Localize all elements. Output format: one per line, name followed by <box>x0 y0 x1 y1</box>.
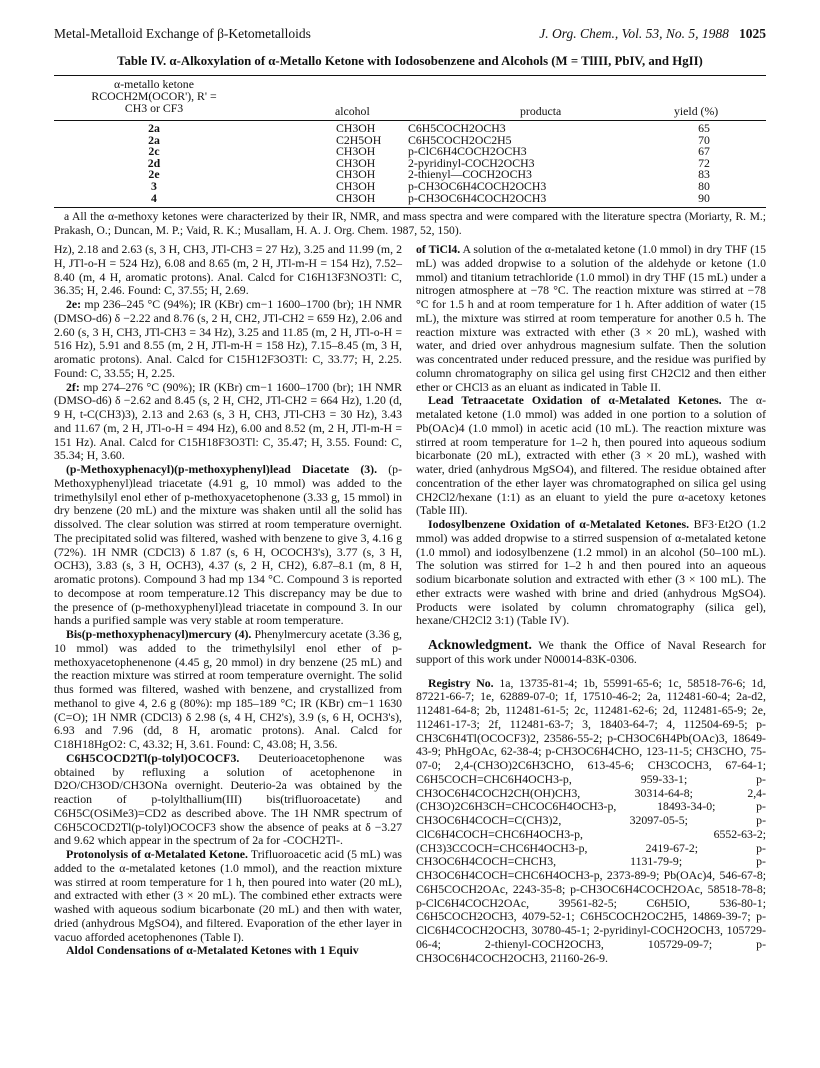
table-header <box>54 76 766 120</box>
header-ketone-line2: RCOCH2M(OCOR'), R' = <box>91 89 217 103</box>
cell-product: C6H5COCH2OCH3 <box>408 121 506 135</box>
acknowledgment <box>416 638 766 667</box>
paragraph-text: mp 274–276 °C (90%); IR (KBr) cm−1 1600–1700 (br); 1H NMR (DMSO-d6) δ −2.62 and 8.45 (s, 2 H, CH2, JTl-CH2 = 664 Hz), 1.20 (d, 9 H, t-C(CH3)3), 2.13 and 2.63 (s, 3 H, CH3, JTl-CH3 = 30 Hz), 3.43 and 11.67 (m, 2 H, JTl-o-H = 494 Hz), 6.00 and 8.52 (m, 2 H, JTl-m-H = 151 Hz). Anal. Calcd for C15H18F3O3Tl: C, 35.47; H, 3.55. Found: C, 35.34; H, 3.60. <box>54 379 402 463</box>
header-ketone-line3: CH3 or CF3 <box>124 101 184 115</box>
cell-product: p-ClC6H4COCH2OCH3 <box>408 144 527 159</box>
cell-yield: 90 <box>698 190 710 205</box>
cell-yield: 65 <box>698 121 710 135</box>
registry-numbers <box>416 677 766 966</box>
paragraph <box>54 298 402 381</box>
paragraph-text: A solution of the α-metalated ketone (1.0 mmol) in dry THF (15 mL) was added dropwise to a solution of the aldehyde or ketone (1.0 mmol) and titanium tetrachloride (1.0 mmol) in dry THF (15 mL) under a nitrogen atmosphere at −78 °C. The reaction mixture was stirred at −78 °C for 1.5 h and at room temperature for 1 h. After addition of water (15 mL), the mixture was stirred at room temperature for another 0.5 h. The reaction mixture was extracted with ether (3 × 20 mL), washed with water, and dried over anhydrous magnesium sulfate. Then the solution was concentrated under reduced pressure, and the residue was purified by column chromatography on silica gel using first CH2Cl2 and then either ether or CHCl3 as an eluant as indicated in Table II. <box>416 242 766 394</box>
page-number: 1025 <box>739 26 766 41</box>
paragraph-heading: of TiCl4. <box>416 242 461 256</box>
paragraph <box>416 243 766 394</box>
journal-citation <box>539 26 766 42</box>
table-caption: Table IV. α-Alkoxylation of α-Metallo Ketone with Iodosobenzene and Alcohols (M = TlIII, PbIV, and HgII) <box>117 54 703 68</box>
cell-ketone: 3 <box>151 178 157 193</box>
cell-alcohol: CH3OH <box>336 121 376 135</box>
cell-yield: 83 <box>698 167 710 182</box>
paragraph-text: 1a, 13735-81-4; 1b, 55991-65-6; 1c, 58518-76-6; 1d, 87221-66-7; 1e, 62889-07-0; 1f, 17510-46-2; 2a, 112481-60-4; 2a-d2, 112481-64-8; 2b, 112481-61-5; 2c, 112481-62-6; 2d, 112481-65-9; 2e, 112461-17-3; 2f, 112481-63-7; 3, 18403-64-7; 4, 112504-69-5; p-CH3C6H4Tl(OCOCF3)2, 23586-55-2; p-CH3OC6H4Pb(OAc)3, 18649-43-9; PhHgOAc, 62-38-4; p-CH3OC6H4CHO, 123-11-5; CH3CHO, 75-07-0; 2,4-(CH3O)2C6H3CHO, 613-45-6; CH3COCH3, 67-64-1; C6H5COCH=CHC6H4OCH3-p, 959-33-1; p-CH3OC6H4COCH2CH(OH)CH3, 30314-64-8; 2,4-(CH3O)2C6H3CH=CHCOC6H4OCH3-p, 18493-34-0; p-CH3OC6H4COCH=C(CH3)2, 32097-05-5; p-ClC6H4COCH=CHC6H4OCH3-p, 6552-63-2; (CH3)3CCOCH=CHC6H4OCH3-p, 2419-67-2; p-CH3OC6H4COCH=CHCH3, 1131-79-9; p-CH3OC6H4COCH=CHC6H4OCH3-p, 2373-89-9; Pb(OAc)4, 546-67-8; C6H5COCH2OAc, 2243-35-8; p-CH3OC6H4COCH2OAc, 58518-78-8; p-ClC6H4COCH2OAc, 39561-82-5; C6H5IO, 536-80-1; C6H5COCH2OCH3, 4079-52-1; C6H5COCH2OC2H5, 14869-39-7; p-ClC6H4COCH2OCH3, 30780-45-1; 2-pyridinyl-COCH2OCH3, 105729-06-4; 2-thienyl-COCH2OCH3, 105729-09-7; p-CH3OC6H4COCH2OCH3, 21160-26-9. <box>416 675 766 965</box>
header-product: producta <box>520 104 562 118</box>
paragraph-text: BF3·Et2O (1.2 mmol) was added dropwise to a stirred suspension of α-metalated ketone (1.0 mmol) and iodosylbenzene (1.2 mmol) in an alcohol (50–100 mL). The solution was stirred for 1–2 h and then poured into an aqueous sodium bicarbonate solution and extracted with ether (3 × 100 mL). The ether extracts were washed with brine and dried (anhydrous MgSO4). Products were isolated by column chromatography (silica gel), hexane/CH2Cl2 3:1) (Table IV). <box>416 517 766 628</box>
cell-alcohol: CH3OH <box>336 190 376 205</box>
running-header <box>54 26 766 44</box>
header-yield: yield (%) <box>674 104 719 118</box>
paragraph-heading: Registry No. <box>428 675 494 690</box>
paragraph-text: Hz), 2.18 and 2.63 (s, 3 H, CH3, JTl-CH3 = 27 Hz), 3.25 and 11.99 (m, 2 H, JTl-o-H = 524 Hz), 6.08 and 8.65 (m, 2 H, JTl-m-H = 154 Hz), 7.52–8.40 (m, 4 H, aromatic protons). Anal. Calcd for C16H13F3NO3Tl: C, 36.35; H, 2.46. Found: C, 37.55; H, 2.69. <box>54 242 402 298</box>
cell-ketone: 4 <box>151 190 157 205</box>
paragraph-heading: Iodosylbenzene Oxidation of α-Metalated Ketones. <box>428 517 690 531</box>
cell-yield: 80 <box>698 178 710 193</box>
paragraph-text: The α-metalated ketone (1.0 mmol) was added in one portion to a solution of Pb(OAc)4 (1.0 mmol) in acetic acid (10 mL). The reaction mixture was stirred at room temperature for 1–2 h, then poured into aqueous sodium bicarbonate (20 mL), extracted with ether (3 × 20 mL), washed with water, dried (anhydrous MgSO4), and filtered. The residue obtained after concentration of the ether layer was chromatographed on silica gel using CH2Cl2/hexane (1:1) as an eluant to yield the pure α-acetoxy ketones (Table III). <box>416 393 766 518</box>
header-ketone <box>54 78 254 114</box>
paragraph-text: mp 236–245 °C (94%); IR (KBr) cm−1 1600–1700 (br); 1H NMR (DMSO-d6) δ −2.22 and 8.76 (s, 2 H, CH2, JTl-CH2 = 659 Hz), 2.06 and 2.60 (s, 3 H, CH3, JTl-CH3 = 34 Hz), 3.25 and 11.85 (m, 2 H, JTl-o-H = 516 Hz), 5.91 and 8.55 (m, 2 H, JTl-m-H = 158 Hz), 7.15–8.45 (m, 3 H, aromatic protons). Anal. Calcd for C15H12F3O3Tl: C, 33.77; H, 2.25. Found: C, 33.55; H, 2.25. <box>54 297 402 380</box>
paragraph <box>416 518 766 628</box>
journal-name: J. Org. Chem., Vol. 53, No. 5, 1988 <box>539 26 729 41</box>
cell-yield: 72 <box>698 155 710 170</box>
paragraph-text: Deuterioacetophenone was obtained by refluxing a solution of acetophenone in D2O/CH3OD/CH3ONa overnight. Deuterio-2a was obtained by the reaction of p-tolylthallium(III) bis(trifluoroacetate) and C6H5C(OSiMe3)=CD2 as described above. The 1H NMR spectrum of C6H5COCD2Tl(p-tolyl)OCOCF3 show the absence of peaks at δ −3.27 and 9.62 which appear in the spectrum of 2a for -COCH2Tl-. <box>54 750 402 848</box>
paragraph <box>54 463 402 628</box>
paragraph <box>54 381 402 464</box>
table-rule-bottom <box>54 207 766 208</box>
paragraph-heading: 2f: <box>66 379 80 394</box>
paragraph <box>416 394 766 518</box>
paragraph-heading: Bis(p-methoxyphenacyl)mercury (4). <box>66 627 252 641</box>
cell-product: p-CH3OC6H4COCH2OCH3 <box>408 190 547 205</box>
header-alcohol: alcohol <box>335 104 370 118</box>
paragraph-heading: 2e: <box>66 297 82 311</box>
cell-product: 2-thienyl—COCH2OCH3 <box>408 167 532 182</box>
paragraph-heading: Aldol Condensations of α-Metalated Ketones with 1 Equiv <box>66 943 359 958</box>
paragraph-heading: C6H5COCD2Tl(p-tolyl)OCOCF3. <box>66 750 240 765</box>
table-iv <box>54 75 766 208</box>
cell-yield: 67 <box>698 144 710 159</box>
cell-product: p-CH3OC6H4COCH2OCH3 <box>408 178 547 193</box>
paragraph-heading: Acknowledgment. <box>428 637 532 652</box>
cell-alcohol: C2H5OH <box>336 132 382 147</box>
cell-yield: 70 <box>698 132 710 147</box>
cell-ketone: 2a <box>148 132 160 147</box>
cell-alcohol: CH3OH <box>336 167 376 182</box>
cell-alcohol: CH3OH <box>336 144 376 159</box>
table-footnote: a All the α-methoxy ketones were characterized by their IR, NMR, and mass spectra and were compared with the literature spectra (Moriarty, R. M.; Prakash, O.; Duncan, M. P.; Vaid, R. K.; Musallam, H. A. J. Org. Chem. 1987, 52, 150). <box>54 210 766 237</box>
right-column <box>416 243 766 965</box>
table-row <box>54 190 766 205</box>
paragraph-heading: (p-Methoxyphenacyl)(p-methoxyphenyl)lead Diacetate (3). <box>66 462 378 476</box>
left-column <box>54 243 402 958</box>
paragraph-text: Phenylmercury acetate (3.36 g, 10 mmol) was added to the trimethylsilyl enol ether of p-methoxyacetophenenone (4.45 g, 20 mmol) in dry benzene (25 mL) and the reaction mixture was stirred at room temperature overnight. The solid thus formed was filtered, washed with benzene, and crystallized from methanol to give 4, 2.6 g (80%): mp 185–189 °C; IR (KBr) cm−1 1630 (C=O); 1H NMR (CDCl3) δ 2.98 (s, 4 H, CH2's), 3.9 (s, 6 H, OCH3's), 6.93 and 7.96 (dd, 8 H, aromatic protons). Anal. Calcd for C18H18HgO2: C, 43.32; H, 3.61. Found: C, 43.08; H, 3.56. <box>54 627 403 751</box>
cell-ketone: 2e <box>148 167 160 182</box>
cell-alcohol: CH3OH <box>336 178 376 193</box>
cell-ketone: 2c <box>148 144 160 159</box>
paragraph-heading: Protonolysis of α-Metalated Ketone. <box>66 847 248 861</box>
paragraph-heading: Lead Tetraacetate Oxidation of α-Metalated Ketones. <box>428 393 722 408</box>
cell-product: C6H5COCH2OC2H5 <box>408 132 512 147</box>
header-ketone-line1: α-metallo ketone <box>114 77 194 91</box>
cell-alcohol: CH3OH <box>336 155 376 170</box>
paragraph <box>54 752 402 848</box>
table-body <box>54 121 766 207</box>
paragraph-text: (p-Methoxyphenyl)lead triacetate (4.91 g, 10 mmol) was added to the trimethylsilyl enol ether of p-methoxyacetophenone (3.33 g, 15 mmol) in dry benzene (20 mL) and the mixture was shaken until all the solid has dissolved. The clear solution was stirred at room temperature overnight. The precipitated solid was filtered, washed with benzene to give 3, 4.16 g (72%). 1H NMR (CDCl3) δ 1.87 (s, 6 H, OCOCH3's), 3.77 (s, 3 H, OCH3), 3.83 (s, 3 H, OCH3), 4.37 (s, 2 H, CH2), 6.87–8.1 (m, 8 H, aromatic protons). Compound 3 had mp 134 °C. Compound 3 is reported to decompose at room temperature.12 This discrepancy may be due to the presence of (p-methoxyphenyl)lead triacetate in compound 3. In our hands a purified sample was very stable at room temperature. <box>54 462 402 628</box>
running-title: Metal-Metalloid Exchange of β-Ketometalloids <box>54 26 311 41</box>
cell-ketone: 2d <box>147 155 161 170</box>
paragraph-text: Trifluoroacetic acid (5 mL) was added to the α-metalated ketones (1.0 mmol), and the reaction mixture was stirred at room temperature for 1 h, then poured into water (20 mL), and extracted with ether (3 × 20 mL). The combined ether extracts were washed with aqueous sodium bicarbonate (20 mL) and then with water, dried (anhydrous MgSO4), and filtered. Evaporation of the ether layer in vacuo afforded acetophenones (Table I). <box>54 847 402 944</box>
cell-product: 2-pyridinyl-COCH2OCH3 <box>408 155 535 170</box>
paragraph <box>54 628 402 752</box>
paragraph-text: We thank the Office of Naval Research for support of this work under N00014-83K-0306. <box>416 638 766 666</box>
cell-ketone: 2a <box>148 121 160 135</box>
paragraph <box>54 944 402 958</box>
paragraph <box>54 848 402 944</box>
paragraph <box>54 243 402 298</box>
